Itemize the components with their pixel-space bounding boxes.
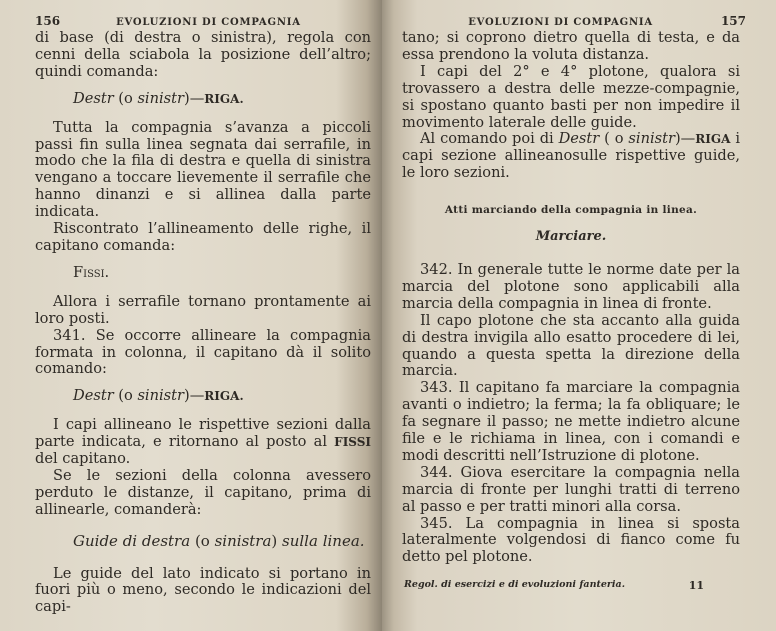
paragraph: I capi del 2° e 4° plotone, qualora si trovassero a destra delle mezze-compagnie, si spostano quanto basti per non impedire il movimento laterale delle guide. (402, 62, 740, 131)
paragraph-343: 343. Il capitano fa marciare la compagnia avanti o indietro; la ferma; la fa obliquare; le fa segnare il passo; ne mette indietro alcune file e le richiama in linea, con i comandi e modi descritti nell’Istruzione di plotone. (402, 379, 740, 464)
text-run: ( o (599, 130, 629, 148)
command-keyword: RIGA. (204, 91, 244, 106)
text-run: i capi sezione allineanosulle rispettive guide, le loro sezioni. (402, 130, 740, 182)
paragraph (35, 417, 371, 468)
command-text: (o (190, 531, 215, 550)
text-run: I capi allineano le rispettive sezioni dalla parte indicata, e ritornano al posto al (35, 416, 371, 451)
footer-title: Regol. di esercizi e di evoluzioni fanteria. (404, 579, 625, 591)
text-run: del capitano. (35, 450, 131, 468)
text-run: Destr (558, 130, 600, 148)
command-text: sulla linea. (282, 531, 365, 550)
left-body-text (35, 30, 371, 616)
paragraph: Riscontrato l’allineamento delle righe, il capitano comanda: (35, 220, 371, 254)
page-footer (402, 579, 704, 592)
running-head-title: EVOLUZIONI DI COMPAGNIA (468, 17, 653, 28)
command-text: Destr (73, 89, 114, 107)
paragraph-342: 342. In generale tutte le norme date per la marcia del plotone sono applicabili alla marcia della compagnia in linea di fronte. (402, 260, 740, 312)
command-text: )— (184, 89, 205, 107)
paragraph-345: 345. La compagnia in linea si sposta lateralmente volgendosi di fianco come fu detto pel plotone. (402, 514, 740, 566)
command-text: Destr (73, 387, 114, 405)
text-run: Al comando poi di (420, 130, 559, 148)
signature-mark: 11 (688, 579, 704, 593)
command-text: (o (113, 387, 138, 405)
command-text: Guide di destra (73, 531, 191, 550)
paragraph: Tutta la compagnia s’avanza a piccoli passi fin sulla linea segnata dai serrafile, in modo che la fila di destra e quella di sinistra vengano a toccare lievemente il serrafile che hanno dinanzi e si allinea dalla parte indicata. (35, 118, 371, 221)
paragraph-341: 341. Se occorre allineare la compagnia formata in colonna, il capitano dà il solito comando: (35, 326, 371, 378)
paragraph: Allora i serrafile tornano prontamente ai loro posti. (35, 292, 371, 327)
command-text: (o (113, 89, 138, 107)
text-run: FISSI (334, 435, 371, 450)
right-body-text (402, 30, 740, 566)
command-line (73, 91, 371, 108)
paragraph: Se le sezioni della colonna avessero perduto le distanze, il capitano, prima di allinearle, comanderà: (35, 466, 371, 518)
command-fissi: Fissi. (73, 263, 110, 281)
paragraph (402, 131, 740, 182)
subsection-heading: Marciare. (535, 229, 607, 245)
right-page (382, 0, 776, 631)
running-head-left (35, 14, 370, 30)
command-text: ) (271, 531, 283, 550)
command-text: sinistra (214, 531, 272, 550)
text-run: sinistr (628, 130, 675, 148)
command-line (73, 533, 371, 550)
page-number: 157 (720, 14, 746, 28)
command-keyword: RIGA. (204, 389, 244, 404)
command-text: )— (184, 387, 205, 405)
command-text: sinistr (137, 89, 184, 107)
text-run: RIGA (695, 132, 731, 147)
running-head-title: EVOLUZIONI DI COMPAGNIA (116, 17, 301, 28)
command-text: sinistr (137, 387, 184, 405)
command-line (73, 388, 371, 405)
section-heading: Atti marciando della compagnia in linea. (444, 204, 698, 217)
running-head-right (402, 14, 746, 30)
text-run: )— (674, 130, 696, 148)
paragraph-344: 344. Giova esercitare la compagnia nella marcia di fronte per lunghi tratti di terreno al passo e per tratti minori alla corsa. (402, 463, 740, 515)
paragraph: di base (di destra o sinistra), regola con cenni della sciabola la posizione dell’altro; quindi comanda: (35, 29, 371, 80)
paragraph: tano; si coprono dietro quella di testa, e da essa prendono la voluta distanza. (402, 29, 740, 63)
left-page (0, 0, 382, 631)
paragraph: Le guide del lato indicato si portano in fuori più o meno, secondo le indicazioni del capi- (35, 564, 371, 616)
page-number: 156 (35, 14, 61, 28)
paragraph: Il capo plotone che sta accanto alla guida di destra invigila allo esatto procedere di lei, quando a questa spetta la direzione della marcia. (402, 311, 740, 380)
